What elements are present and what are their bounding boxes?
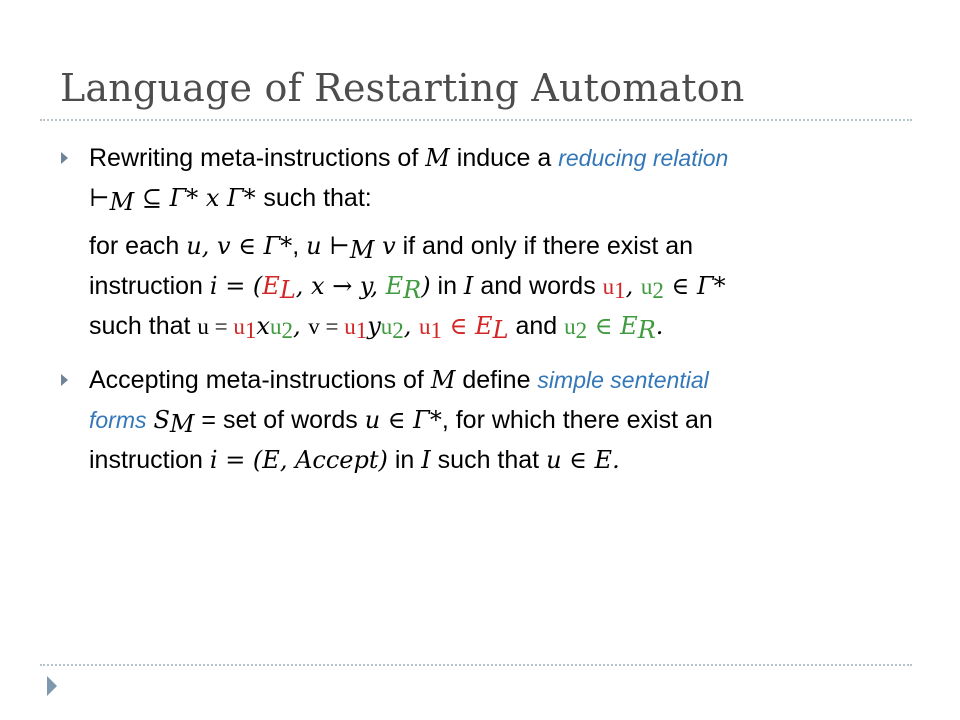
math-er: E (620, 312, 638, 340)
bullet-arrow-icon (61, 374, 68, 386)
math-x: x (256, 312, 270, 340)
sub-1: 1 (614, 278, 626, 303)
sub-1: 1 (430, 318, 443, 343)
math-el: E (475, 312, 493, 340)
math-sep: , (625, 272, 641, 300)
sub-l: L (492, 316, 509, 344)
math-er: E (385, 272, 404, 300)
sub-r: R (637, 316, 656, 344)
text: such that (430, 446, 547, 474)
text: for each (89, 232, 187, 260)
para-line2 (89, 270, 726, 303)
math-xy: x → y (311, 272, 371, 300)
term-simple-sentential: simple sentential (537, 367, 709, 393)
math-uv: u, v (186, 232, 231, 260)
text: = set of words (194, 406, 365, 434)
text: if and only if there exist an (395, 232, 694, 260)
math-i-accept: i = (E, Accept) (209, 446, 388, 474)
bullet2-line3 (89, 444, 620, 476)
para-line1 (89, 230, 693, 262)
bullet2-line1 (89, 364, 709, 396)
slide-nav-arrow-icon (47, 676, 57, 696)
text: induce a (449, 144, 559, 172)
text: instruction (89, 272, 210, 300)
math-close: ) (421, 272, 431, 300)
math-sep: , (292, 312, 309, 340)
math-v: v (374, 232, 396, 260)
sub-l: L (279, 276, 296, 304)
text: and words (473, 272, 603, 300)
math-u2: u (269, 314, 282, 339)
term-reducing-relation: reducing relation (558, 145, 729, 171)
math-y: y (367, 312, 381, 340)
math-in: ∈ Γ* (230, 232, 293, 260)
math-u2: u (380, 314, 393, 339)
math-sep: , (370, 272, 386, 300)
text: and (508, 312, 565, 340)
math-u1: u (344, 314, 356, 339)
text: define (455, 366, 538, 394)
sub-m: M (169, 410, 195, 438)
sub-2: 2 (652, 278, 664, 303)
text: instruction (89, 446, 210, 474)
text: Accepting meta-instructions of (89, 366, 431, 394)
math-u2: u (564, 314, 576, 339)
sub-2: 2 (575, 318, 588, 343)
sub-2: 2 (392, 318, 404, 343)
text: , (292, 232, 307, 260)
turnstile: ⊢ (329, 232, 350, 260)
math-i: i = ( (209, 272, 263, 300)
math-sep: , (403, 312, 420, 340)
math-u2: u (640, 274, 653, 299)
math-subset: ⊆ Γ* x Γ* (134, 184, 264, 212)
bullet2-line2 (89, 404, 713, 436)
math-in: ∈ (587, 312, 621, 340)
para-line3 (89, 310, 663, 343)
math-u-eq: u = (197, 314, 234, 339)
text: in (430, 272, 464, 300)
bullet1-line1 (89, 142, 728, 174)
math-s: S (153, 406, 170, 434)
math-sep: , (295, 272, 312, 300)
sub-1: 1 (244, 318, 257, 343)
slide-title: Language of Restarting Automaton (60, 66, 745, 110)
math-m: M (425, 144, 450, 172)
sub-1: 1 (355, 318, 368, 343)
math-u-in-gamma: u ∈ Γ* (364, 406, 442, 434)
text: , for which there exist an (441, 406, 713, 434)
sub-m: M (109, 188, 135, 216)
math-u1: u (419, 314, 431, 339)
text: such that (89, 312, 198, 340)
bullet1-line2 (89, 182, 372, 214)
footer-divider (40, 664, 912, 666)
text: such that: (263, 184, 372, 212)
title-divider (40, 119, 912, 121)
text: Rewriting meta-instructions of (89, 144, 426, 172)
math-period: . (612, 446, 620, 474)
sub-r: R (403, 276, 422, 304)
term-forms: forms (89, 407, 147, 433)
sub-2: 2 (281, 318, 293, 343)
math-i-set: I (463, 272, 474, 300)
math-u: u (306, 232, 330, 260)
math-u-in-e: u ∈ E (546, 446, 613, 474)
math-in: ∈ (442, 312, 476, 340)
text: in (387, 446, 422, 474)
math-u1: u (602, 274, 615, 299)
math-el: E (262, 272, 280, 300)
bullet-arrow-icon (61, 152, 68, 164)
math-v-eq: v = (308, 314, 345, 339)
turnstile: ⊢ (89, 184, 110, 212)
math-period: . (655, 312, 664, 340)
sub-m: M (349, 236, 375, 264)
math-m: M (430, 366, 456, 394)
math-i-set: I (421, 446, 431, 474)
math-u1: u (233, 314, 245, 339)
math-in: ∈ Γ* (663, 272, 726, 300)
